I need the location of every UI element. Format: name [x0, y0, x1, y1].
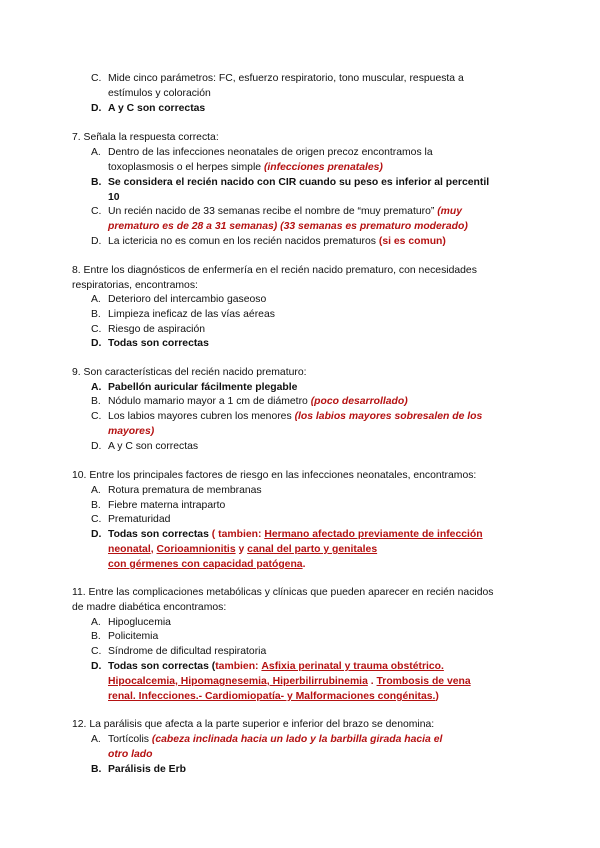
option-text: Todas son correctas [108, 529, 209, 540]
note-link-hermano[interactable]: Hermano afectado previamente de infección [264, 529, 483, 540]
option-letter: A. [91, 734, 101, 745]
q7-option-a [91, 145, 511, 175]
answer-note-cont: prematuro es de 28 a 31 semanas) (33 semanas es prematuro moderado) [108, 221, 468, 232]
option-letter: C. [91, 324, 102, 335]
q8-option-d [91, 336, 511, 351]
option-text: La ictericia no es comun en los recién nacidos prematuros [108, 236, 376, 247]
q12-option-a [91, 732, 511, 762]
note-link-trombosis[interactable]: Trombosis de vena [376, 676, 471, 687]
option-text: Pabellón auricular fácilmente plegable [108, 382, 298, 393]
q9-option-c [91, 409, 511, 439]
answer-note-open: ( tambien: [211, 529, 262, 540]
answer-note-cont: mayores) [108, 426, 155, 437]
option-text: Hipoglucemia [108, 617, 171, 628]
option-text: Deterioro del intercambio gaseoso [108, 294, 267, 305]
answer-note: (poco desarrollado) [310, 396, 408, 407]
option-text: Limpieza ineficaz de las vías aéreas [108, 309, 275, 320]
q7-stem: 7. Señala la respuesta correcta: [72, 132, 219, 143]
option-letter: B. [91, 177, 102, 188]
note-dot: . [370, 676, 374, 687]
option-letter: D. [91, 236, 102, 247]
note-link-corioamnionitis[interactable]: Corioamnionitis [156, 544, 236, 555]
q10-option-d [91, 527, 511, 572]
option-text-cont: toxoplasmosis o el herpes simple [108, 162, 262, 173]
stem-text: 11. Entre las complicaciones metabólicas y clínicas que pueden aparecer en recién nacidos [72, 587, 494, 598]
option-text: Un recién nacido de 33 semanas recibe el nombre de “muy prematuro” [108, 206, 435, 217]
option-letter: A. [91, 485, 101, 496]
answer-note: (infecciones prenatales) [263, 162, 383, 173]
option-text: Tortícolis [108, 734, 149, 745]
option-text: Los labios mayores cubren los menores [108, 411, 292, 422]
option-letter: B. [91, 500, 101, 511]
option-letter: D. [91, 661, 102, 672]
q7-option-b [91, 175, 511, 205]
option-text: Policitemia [108, 631, 159, 642]
q9-option-b [91, 394, 511, 409]
answer-note: (cabeza inclinada hacia un lado y la barbilla girada hacia el [151, 734, 443, 745]
option-letter: D. [91, 529, 102, 540]
note-link-hipocalcemia[interactable]: Hipocalcemia, Hipomagnesemia, Hiperbilirrubinemia [108, 676, 368, 687]
answer-note: (muy [437, 206, 463, 217]
q6-option-d [91, 101, 511, 116]
option-text: Todas son correctas [108, 338, 209, 349]
option-letter: B. [91, 396, 101, 407]
option-text-cont: estímulos y coloración [108, 88, 211, 99]
option-text: Dentro de las infecciones neonatales de origen precoz encontramos la [108, 147, 433, 158]
option-letter: D. [91, 103, 102, 114]
option-letter: B. [91, 631, 101, 642]
option-text: Parálisis de Erb [108, 764, 186, 775]
option-letter: B. [91, 309, 101, 320]
option-text: Síndrome de dificultad respiratoria [108, 646, 267, 657]
answer-note-cont: otro lado [108, 749, 153, 760]
option-text: Rotura prematura de membranas [108, 485, 262, 496]
q12-stem: 12. La parálisis que afecta a la parte superior e inferior del brazo se denomina: [72, 719, 435, 730]
stem-text: 8. Entre los diagnósticos de enfermería en el recién nacido prematuro, con necesidades [72, 265, 477, 276]
option-letter: A. [91, 294, 101, 305]
note-end: . [302, 559, 306, 570]
q8-option-c [91, 322, 511, 337]
option-letter: C. [91, 514, 102, 525]
q10-stem: 10. Entre los principales factores de riesgo en las infecciones neonatales, encontramos: [72, 470, 477, 481]
answer-note: (si es comun) [378, 236, 446, 247]
note-comma: , [150, 544, 154, 555]
option-letter: A. [91, 147, 101, 158]
note-and: y [238, 544, 245, 555]
q8-option-b [91, 307, 511, 322]
note-link-canal-parto[interactable]: canal del parto y genitales [247, 544, 378, 555]
q9-option-a [91, 380, 511, 395]
q7-option-c [91, 204, 511, 234]
stem-text-cont: respiratorias, encontramos: [72, 280, 198, 291]
q11-option-d [91, 659, 511, 704]
q11-option-b [91, 629, 511, 644]
note-link-renal[interactable]: renal. Infecciones.- Cardiomiopatía- y Malformaciones congénitas. [108, 691, 436, 702]
q10-option-c [91, 512, 511, 527]
q6-option-c [91, 71, 511, 101]
q10-option-a [91, 483, 511, 498]
option-letter: D. [91, 441, 102, 452]
option-text: A y C son correctas [108, 441, 199, 452]
option-letter: C. [91, 206, 102, 217]
option-letter: C. [91, 73, 102, 84]
note-link-asfixia[interactable]: Asfixia perinatal y trauma obstétrico. [261, 661, 444, 672]
stem-text-cont: de madre diabética encontramos: [72, 602, 227, 613]
option-letter: D. [91, 338, 102, 349]
q11-stem [72, 585, 532, 615]
q11-option-c [91, 644, 511, 659]
option-text: Todas son correctas ( [108, 661, 216, 672]
option-letter: C. [91, 411, 102, 422]
q9-option-d [91, 439, 511, 454]
note-link-germenes[interactable]: con gérmenes con capacidad patógena [108, 559, 303, 570]
note-tambien: tambien: [215, 661, 259, 672]
note-close: ) [435, 691, 439, 702]
option-letter: C. [91, 646, 102, 657]
note-link-neonatal[interactable]: neonatal [108, 544, 151, 555]
q12-option-b [91, 762, 511, 777]
option-text: Riesgo de aspiración [108, 324, 206, 335]
option-text-cont: 10 [108, 192, 120, 203]
q10-option-b [91, 498, 511, 513]
q7-option-d [91, 234, 511, 249]
q8-option-a [91, 292, 511, 307]
option-letter: B. [91, 764, 102, 775]
q11-option-a [91, 615, 511, 630]
option-text: Nódulo mamario mayor a 1 cm de diámetro [108, 396, 308, 407]
option-text: Se considera el recién nacido con CIR cuando su peso es inferior al percentil [108, 177, 490, 188]
option-text: Fiebre materna intraparto [108, 500, 226, 511]
q9-stem: 9. Son características del recién nacido prematuro: [72, 367, 307, 378]
answer-note: (los labios mayores sobresalen de los [294, 411, 483, 422]
option-letter: A. [91, 382, 102, 393]
q8-stem [72, 263, 532, 293]
option-text: Prematuridad [108, 514, 171, 525]
option-text: Mide cinco parámetros: FC, esfuerzo respiratorio, tono muscular, respuesta a [108, 73, 464, 84]
option-text: A y C son correctas [108, 103, 206, 114]
option-letter: A. [91, 617, 101, 628]
